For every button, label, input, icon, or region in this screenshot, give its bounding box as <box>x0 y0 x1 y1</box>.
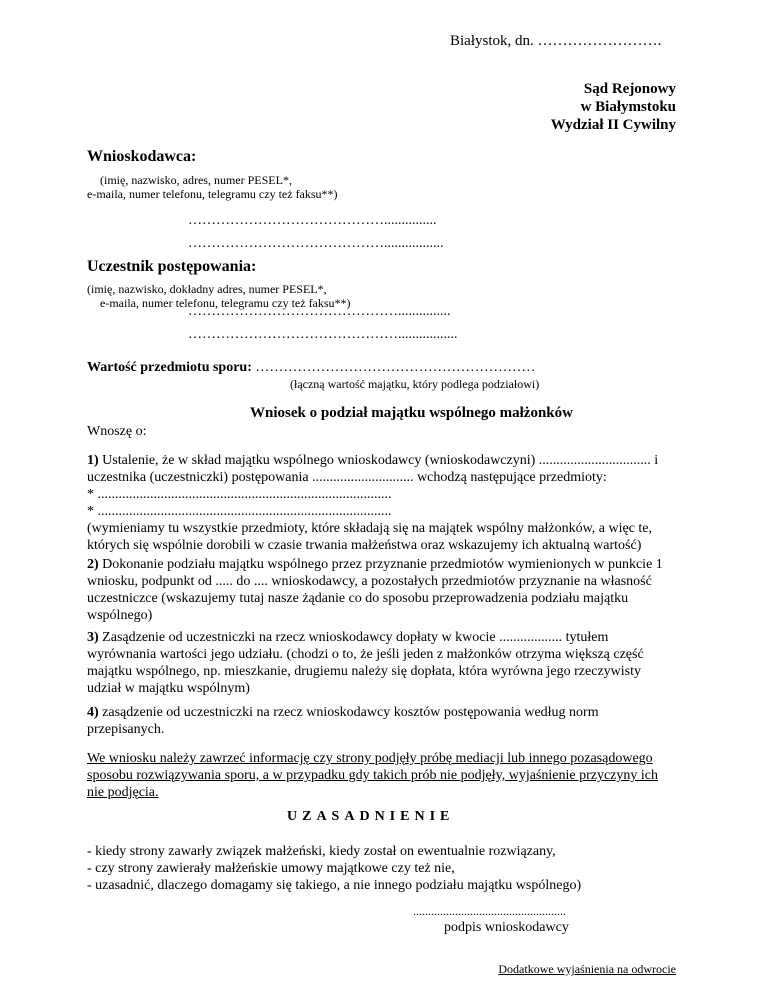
justification-list <box>87 843 687 894</box>
dispute-value-label: Wartość przedmiotu sporu: <box>87 360 252 375</box>
point-number: 4) <box>87 705 99 720</box>
point-line: zasądzenie od uczestniczki na rzecz wnioskodawcy kosztów postępowania według norm <box>102 705 599 720</box>
justification-item: - czy strony zawierały małżeńskie umowy majątkowe czy też nie, <box>87 861 455 876</box>
point-line: których się wspólnie dorobili w czasie trwania małżeństwa oraz wskazujemy ich aktualną wartość) <box>87 538 642 553</box>
point-line: Ustalenie, że w skład majątku wspólnego wnioskodawcy (wnioskodawczyni) ................................ i <box>102 453 659 468</box>
point-line: uczestniczce (wskazujemy tutaj nasze żądanie co do sposobu przeprowadzenia podziału majątku <box>87 591 629 606</box>
point-line: uczestnika (uczestniczki) postępowania ............................. wchodzą następujące przedmioty: <box>87 470 607 485</box>
document-title: Wniosek o podział majątku wspólnego małżonków <box>250 405 573 421</box>
court-city: w Białymstoku <box>580 99 676 115</box>
note-line: nie podjęcia. <box>87 785 159 800</box>
request-point-3 <box>87 629 687 697</box>
dispute-value-hint: (łączną wartość majątku, który podlega podziałowi) <box>290 377 540 391</box>
request-point-2 <box>87 556 687 624</box>
point-line: Dokonanie podziału majątku wspólnego przez przyznanie przedmiotów wymienionych w punkcie 1 <box>102 557 663 572</box>
dispute-value-row <box>87 360 535 376</box>
point-line: wyrównania wartości jego udziału. (chodzi o to, że jeśli jeden z małżonków otrzyma większą część <box>87 647 644 662</box>
participant-hint-line1: (imię, nazwisko, dokładny adres, numer PESEL*, <box>87 282 327 296</box>
justification-title: UZASADNIENIE <box>287 809 455 824</box>
signature-dots: ................................................... <box>413 904 566 918</box>
item-placeholder: * .................................................................................... <box>87 487 392 502</box>
participant-hint-line2: e-maila, numer telefonu, telegramu czy też faksu**) <box>100 296 351 310</box>
request-point-4 <box>87 704 687 738</box>
dispute-value-dots: …………………………………………………… <box>255 360 536 375</box>
court-name: Sąd Rejonowy <box>583 81 676 97</box>
court-division: Wydział II Cywilny <box>550 117 676 133</box>
point-line: majątku wspólnego, np. mieszkanie, drugiemu należy się dopłata, która wyrówna jego rzeczywisty <box>87 664 641 679</box>
justification-item: - uzasadnić, dlaczego domagamy się takiego, a nie innego podziału majątku wspólnego) <box>87 878 582 893</box>
request-intro: Wnoszę o: <box>87 424 147 439</box>
applicant-hint-line2: e-maila, numer telefonu, telegramu czy też faksu**) <box>87 187 338 201</box>
participant-dots-1: ………………………………………............... <box>188 304 451 319</box>
participant-dots-2: ………………………………………................. <box>188 327 458 342</box>
participant-label: Uczestnik postępowania: <box>87 258 257 275</box>
applicant-dots-2: ……………………………………................. <box>188 236 444 251</box>
place-date: Białystok, dn. ……………………. <box>450 33 662 49</box>
note-line: We wniosku należy zawrzeć informację czy strony podjęły próbę mediacji lub innego pozasądowego <box>87 751 653 766</box>
signature-label: podpis wnioskodawcy <box>444 920 569 935</box>
justification-item: - kiedy strony zawarły związek małżeński, kiedy został on ewentualnie rozwiązany, <box>87 844 556 859</box>
applicant-hint-line1: (imię, nazwisko, adres, numer PESEL*, <box>100 173 292 187</box>
footer-note: Dodatkowe wyjaśnienia na odwrocie <box>498 962 676 976</box>
note-line: sposobu rozwiązywania sporu, a w przypadku gdy takich prób nie podjęły, wyjaśnienie przyczyny ich <box>87 768 658 783</box>
point-number: 3) <box>87 630 99 645</box>
point-number: 1) <box>87 453 99 468</box>
point-line: udział w majątku wspólnym) <box>87 681 250 696</box>
point-number: 2) <box>87 557 99 572</box>
point-line: wniosku, podpunkt od ..... do .... wnioskodawcy, a pozostałych przedmiotów przyznanie na własność <box>87 574 652 589</box>
point-line: (wymieniamy tu wszystkie przedmioty, które składają się na majątek wspólny małżonków, a więc te, <box>87 521 653 536</box>
applicant-dots-1: ……………………………………............... <box>188 213 437 228</box>
item-placeholder: * .................................................................................... <box>87 504 392 519</box>
point-line: przepisanych. <box>87 722 165 737</box>
request-point-1 <box>87 452 687 554</box>
mediation-note <box>87 750 687 801</box>
applicant-label: Wnioskodawca: <box>87 148 197 165</box>
point-line: wspólnego) <box>87 608 153 623</box>
point-line: Zasądzenie od uczestniczki na rzecz wnioskodawcy dopłaty w kwocie .................. tytułem <box>102 630 609 645</box>
